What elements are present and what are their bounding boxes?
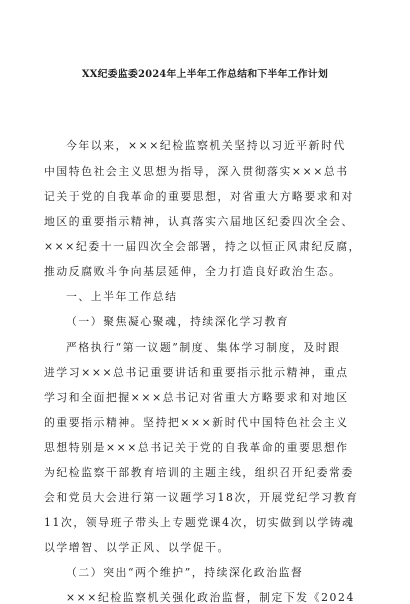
body-text-line: 推动反腐败斗争向基层延伸，全力打造良好政治生态。 bbox=[44, 265, 342, 278]
body-text-line: 进学习×××总书记重要讲话和重要指示批示精神，重点 bbox=[44, 366, 349, 379]
body-text-line: 严格执行“第一议题”制度、集体学习制度，及时跟 bbox=[66, 341, 341, 354]
body-text-line: 以学增智、以学正风、以学促干。 bbox=[44, 541, 230, 554]
body-text-line: ×××纪委十一届四次全会部署，持之以恒正风肃纪反腐， bbox=[44, 240, 362, 253]
body-text-line: 记关于党的自我革命的重要思想，对省重大方略要求和对 bbox=[44, 190, 354, 203]
body-text-line: 今年以来，×××纪检监察机关坚持以习近平新时代 bbox=[66, 139, 346, 152]
body-text-line: 为纪检监察干部教育培训的主题主线，组织召开纪委常委 bbox=[44, 466, 354, 479]
body-text-line: 一、上半年工作总结 bbox=[66, 290, 178, 303]
body-text-line: ×××纪检监察机关强化政治监督，制定下发《2024 bbox=[66, 591, 355, 604]
body-text-line: 思想特别是×××总书记关于党的自我革命的重要思想作 bbox=[44, 441, 349, 454]
body-text-line: 学习和全面把握×××总书记对省重大方略要求和对地区 bbox=[44, 391, 349, 404]
body-text-line: 11次，领导班子带头上专题党课4次，切实做到以学铸魂 bbox=[44, 516, 355, 529]
body-text-line: 地区的重要指示精神，认真落实六届地区纪委四次全会、 bbox=[44, 215, 354, 228]
body-text-line: 中国特色社会主义思想为指导，深入贯彻落实×××总书 bbox=[44, 165, 349, 178]
body-text-line: 会和党员大会进行第一议题学习18次，开展党纪学习教育 bbox=[44, 491, 359, 504]
body-text-line: （一）聚焦凝心聚魂，持续深化学习教育 bbox=[66, 315, 290, 328]
body-text-line: （二）突出“两个维护”，持续深化政治监督 bbox=[66, 566, 304, 579]
document-title: XX纪委监委2024年上半年工作总结和下半年工作计划 bbox=[81, 69, 329, 80]
body-text-line: 的重要指示精神。坚持把×××新时代中国特色社会主义 bbox=[44, 416, 349, 429]
